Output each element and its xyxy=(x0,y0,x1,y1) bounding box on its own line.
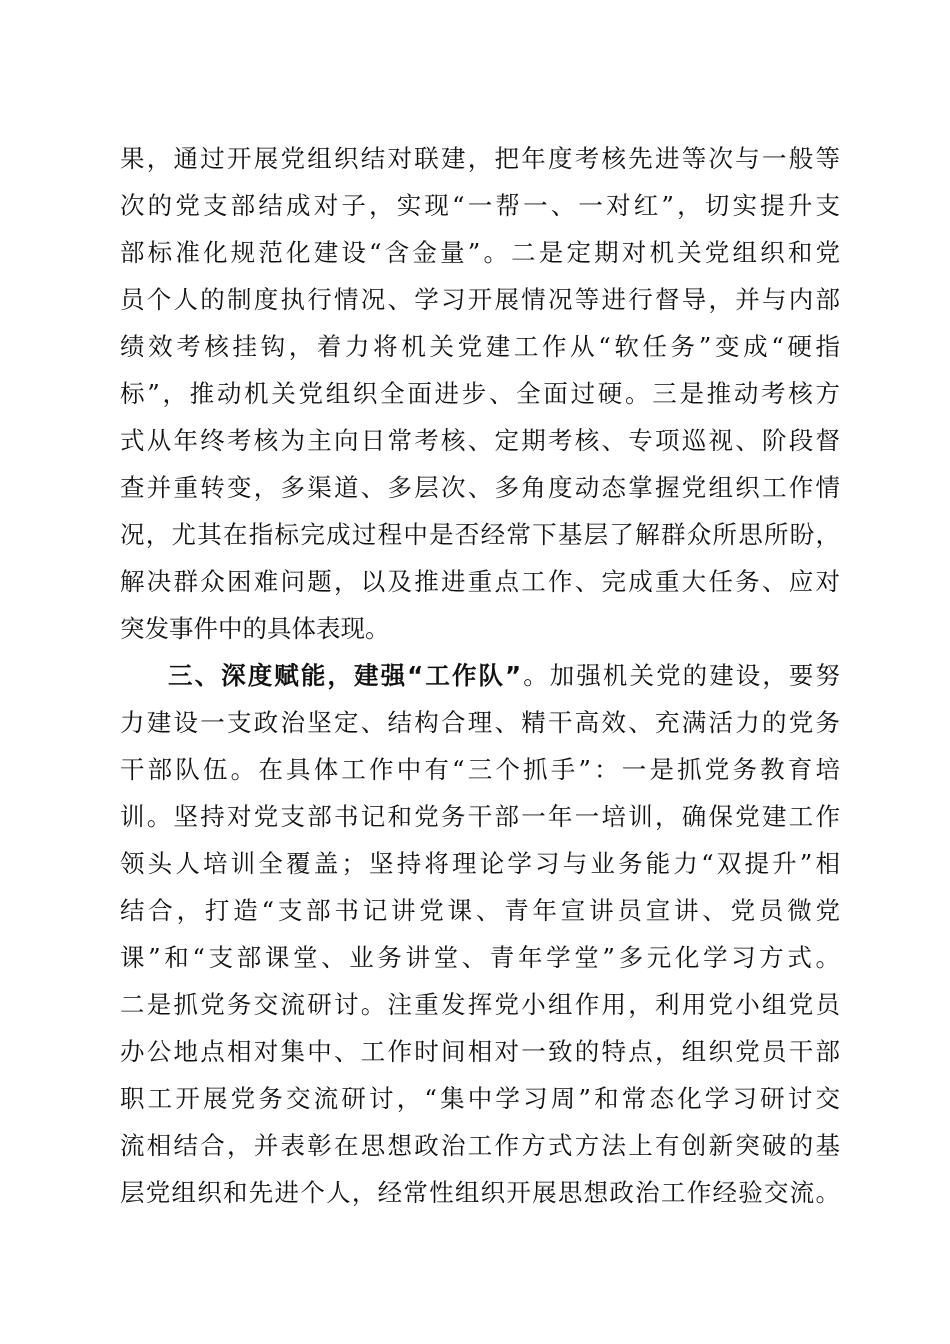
paragraph-1-line-9: 况，尤其在指标完成过程中是否经常下基层了解群众所思所盼， xyxy=(120,520,840,549)
paragraph-2-line-10: 职工开展党务交流研讨，“集中学习周”和常态化学习研讨交 xyxy=(120,1084,840,1113)
paragraph-1-line-2: 次的党支部结成对子，实现“一帮一、一对红”，切实提升支 xyxy=(120,191,840,220)
paragraph-2-line-12: 层党组织和先进个人，经常性组织开展思想政治工作经验交流。 xyxy=(120,1178,840,1207)
paragraph-1-line-11: 突发事件中的具体表现。 xyxy=(120,614,390,643)
paragraph-1-line-8: 查并重转变，多渠道、多层次、多角度动态掌握党组织工作情 xyxy=(120,473,840,502)
paragraph-1-line-3: 部标准化规范化建设“含金量”。二是定期对机关党组织和党 xyxy=(120,238,840,267)
paragraph-2-line-8: 二是抓党务交流研讨。注重发挥党小组作用，利用党小组党员 xyxy=(120,990,840,1019)
section-heading: 三、深度赋能，建强“工作队” xyxy=(168,661,522,690)
paragraph-1-line-5: 绩效考核挂钩，着力将机关党建工作从“软任务”变成“硬指 xyxy=(120,332,840,361)
paragraph-2-line-11: 流相结合，并表彰在思想政治工作方式方法上有创新突破的基 xyxy=(120,1131,840,1160)
paragraph-2-line-1-rest: 。加强机关党的建设，要努 xyxy=(521,661,841,690)
paragraph-1-line-7: 式从年终考核为主向日常考核、定期考核、专项巡视、阶段督 xyxy=(120,426,840,455)
paragraph-2-line-5: 领头人培训全覆盖；坚持将理论学习与业务能力“双提升”相 xyxy=(120,849,840,878)
paragraph-2-line-4: 训。坚持对党支部书记和党务干部一年一培训，确保党建工作 xyxy=(120,802,840,831)
paragraph-2-line-9: 办公地点相对集中、工作时间相对一致的特点，组织党员干部 xyxy=(120,1037,840,1066)
paragraph-1-line-10: 解决群众困难问题，以及推进重点工作、完成重大任务、应对 xyxy=(120,567,840,596)
paragraph-2-line-3: 干部队伍。在具体工作中有“三个抓手”：一是抓党务教育培 xyxy=(120,755,840,784)
paragraph-1-line-6: 标”，推动机关党组织全面进步、全面过硬。三是推动考核方 xyxy=(120,379,840,408)
paragraph-2-first-line xyxy=(168,656,840,696)
paragraph-2-line-7: 课”和“支部课堂、业务讲堂、青年学堂”多元化学习方式。 xyxy=(120,943,840,972)
paragraph-2-line-6: 结合，打造“支部书记讲党课、青年宣讲员宣讲、党员微党 xyxy=(120,896,840,925)
paragraph-2-line-2: 力建设一支政治坚定、结构合理、精干高效、充满活力的党务 xyxy=(120,708,840,737)
paragraph-1-line-1: 果，通过开展党组织结对联建，把年度考核先进等次与一般等 xyxy=(120,144,840,173)
paragraph-1-line-4: 员个人的制度执行情况、学习开展情况等进行督导，并与内部 xyxy=(120,285,840,314)
